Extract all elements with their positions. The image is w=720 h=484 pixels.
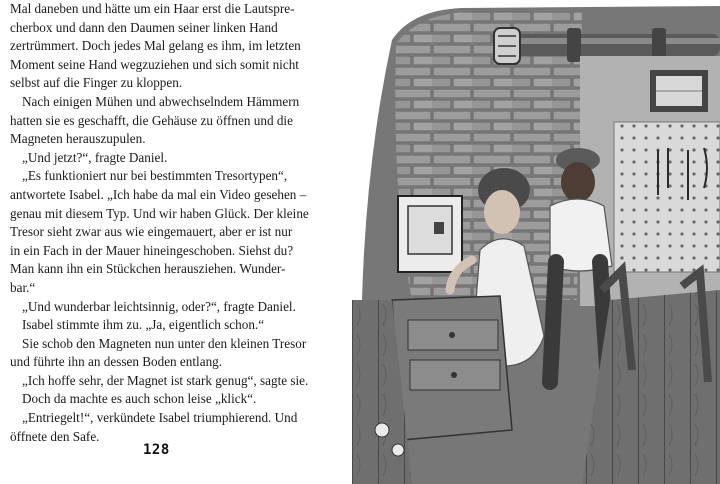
text-line: Isabel stimmte ihm zu. „Ja, eigentlich schon.“	[22, 317, 265, 333]
text-line: Magneten herauszupulen.	[10, 131, 146, 147]
body-text	[10, 0, 350, 446]
text-line: genau mit diesem Typ. Und wir haben Glück. Der kleine	[10, 205, 309, 221]
text-line: „Und wunderbar leichtsinnig, oder?“, fragte Daniel.	[22, 298, 296, 314]
text-line: und führte ihn an dessen Boden entlang.	[10, 354, 223, 370]
text-line: selbst auf die Finger zu kloppen.	[10, 75, 183, 91]
page-number: 128	[143, 442, 170, 458]
text-line: „Entriegelt!“, verkündete Isabel triumphierend. Und	[22, 410, 298, 426]
text-line: Nach einigen Mühen und abwechselndem Hämmern	[22, 93, 300, 109]
text-line: „Ich hoffe sehr, der Magnet ist stark genug“, sagte sie.	[22, 372, 309, 388]
text-line: Sie schob den Magneten nun unter den kleinen Tresor	[22, 335, 307, 351]
text-line: Tresor sieht zwar aus wie eingemauert, aber er ist nur	[10, 224, 293, 240]
text-line: „Und jetzt?“, fragte Daniel.	[22, 149, 168, 165]
basement-illustration	[352, 0, 720, 484]
text-line: „Es funktioniert nur bei bestimmten Tresortypen“,	[22, 168, 288, 184]
text-line: in ein Fach in der Mauer hineingeschoben. Siehst du?	[10, 242, 294, 258]
text-line: cherbox und dann den Daumen seiner linken Hand	[10, 19, 278, 35]
text-line: zertrümmert. Doch jedes Mal gelang es ihm, im letzten	[10, 38, 301, 54]
text-line: öffnete den Safe.	[10, 428, 100, 444]
text-line: Doch da machte es auch schon leise „klick“.	[22, 391, 257, 407]
text-line: Moment seine Hand wegzuziehen und sich somit nicht	[10, 56, 299, 72]
text-line: bar.“	[10, 279, 36, 295]
text-line: antwortete Isabel. „Ich habe da mal ein Video gesehen –	[10, 186, 307, 202]
text-line: Man kann ihn ein Stückchen herausziehen. Wunder-	[10, 261, 286, 277]
text-line: hatten sie es geschafft, die Gehäuse zu öffnen und die	[10, 112, 293, 128]
text-line: Mal daneben und hätte um ein Haar erst die Lautspre-	[10, 1, 295, 16]
